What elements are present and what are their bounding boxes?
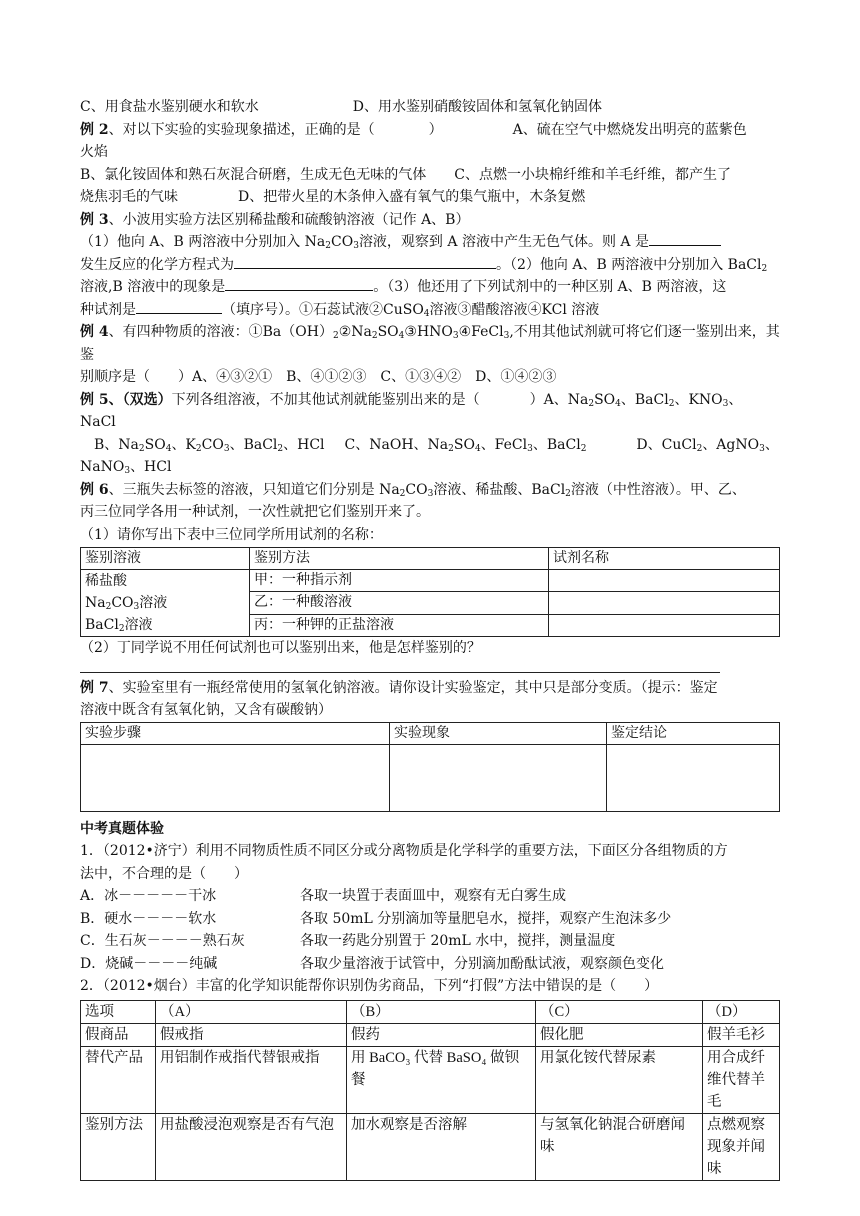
option-row <box>80 908 780 931</box>
question-text: 、小波用实验方法区别稀盐酸和硫酸钠溶液（记作 A、B） <box>108 211 470 228</box>
question-text: 1．（2012•济宁）利用不同物质性质不同区分或分离物质是化学科学的重要方法，下面区分各组物质的方 <box>80 843 728 859</box>
text-line <box>80 501 780 524</box>
answer-blank[interactable] <box>225 276 373 291</box>
question-text: 溶液（中性溶液）。甲、乙、 <box>570 481 746 498</box>
text-line: B、$Na_2SO_4$、$K_2CO_3$、BaCl$_2$、HCl C、NaOH、$Na_2SO_4$、FeCl$_3$、BaCl$_2$ D、CuCl$_2$、AgNO$_3$、NaNO$_3$、HCl <box>80 436 779 476</box>
solution-cell <box>81 570 250 637</box>
text-line <box>80 276 780 299</box>
text-line <box>80 863 780 886</box>
table-header: （B） <box>347 1000 536 1023</box>
option-c: C、用食盐水鉴别硬水和软水 <box>80 99 259 115</box>
question-part: 溶液③醋酸溶液④KCl 溶液 <box>429 301 600 318</box>
table-cell: 假化肥 <box>536 1023 703 1046</box>
option-c-cont: 烧焦羽毛的气味 <box>80 189 178 205</box>
formula: CO <box>405 481 428 498</box>
option-d: D、CuCl <box>636 436 697 453</box>
table-header: 选项 <box>81 1000 156 1023</box>
question-text: 、实验室里有一瓶经常使用的氢氧化钠溶液。请你设计实验鉴定，其中只是部分变质。（提示：鉴定 <box>108 679 718 696</box>
example-2 <box>80 119 780 142</box>
option-c: C．生石灰－－－－熟石灰 <box>80 933 245 949</box>
example-3 <box>80 209 780 232</box>
question-part: （1）他向 A、B 两溶液中分别加入 Na <box>80 234 326 250</box>
formula: CO <box>201 436 224 453</box>
question-text: ,不用其他试剂就可将它们逐一鉴别出来，其鉴 <box>80 324 780 363</box>
formula: 、NaNO <box>80 436 779 475</box>
formula: 、K <box>171 436 196 453</box>
formula: 、KNO <box>674 391 723 408</box>
question-2 <box>80 975 780 998</box>
formula: NaCl <box>80 414 116 430</box>
question-part: 。（3）他还用了下列试剂中的一种区别 A、B 两溶液，这 <box>373 279 727 295</box>
table-cell: 假羊毛衫 <box>703 1023 780 1046</box>
option-d: D、把带火星的木条伸入盛有氧气的集气瓶中，木条复燃 <box>238 189 586 205</box>
formula: 、HCl <box>130 459 172 475</box>
example-label: 例 7 <box>80 679 109 696</box>
question-part: 溶液,B 溶液中的现象是 <box>80 279 226 295</box>
question-text: 、有四种物质的溶液：①Ba（OH） <box>108 324 333 340</box>
question-part: （2）丁同学说不用任何试剂也可以鉴别出来，他是怎样鉴别的？ <box>80 640 481 656</box>
text-line <box>80 699 780 722</box>
question-part: （1）请你写出下表中三位同学所用试剂的名称： <box>80 526 383 543</box>
table-header: （D） <box>703 1000 780 1023</box>
table-header: 实验现象 <box>390 722 607 744</box>
option-d: D、用水鉴别硝酸铵固体和氢氧化钠固体 <box>352 99 602 115</box>
example-label: 例 4 <box>80 324 109 340</box>
formula: 、BaCl <box>620 391 669 408</box>
example-label: 例 5 <box>80 391 109 408</box>
table-cell: 假药 <box>347 1023 536 1046</box>
answer-cell[interactable] <box>81 744 390 811</box>
option-c: C、点燃一小块棉纤维和羊毛纤维，都产生了 <box>454 166 732 183</box>
section-heading: 中考真题体验 <box>80 820 164 837</box>
row-label: 替代产品 <box>81 1046 156 1113</box>
option-b: B、氯化铵固体和熟石灰混合研磨，生成无色无味的气体 <box>80 166 427 183</box>
formula: 、HCl <box>283 436 325 453</box>
formula: 、BaCl <box>532 436 581 453</box>
text-line: 种试剂是 （填序号）。①石蕊试液②CuSO$_4$溶液③醋酸溶液④KCl 溶液 <box>80 299 780 322</box>
table-header: （C） <box>536 1000 703 1023</box>
table-cell: 用合成纤维代替羊毛 <box>703 1046 780 1113</box>
double-choice-tag: 、（双选） <box>108 391 172 408</box>
formula: SO <box>144 436 166 453</box>
option-c: C、NaOH、Na <box>344 436 449 453</box>
text-line <box>80 186 780 209</box>
row-label: 假商品 <box>81 1023 156 1046</box>
question-part: 种试剂是 <box>80 301 136 318</box>
example-label: 例 6 <box>80 481 109 498</box>
table-header: （A） <box>156 1000 347 1023</box>
option-d: D．烧碱－－－－纯碱 <box>80 955 218 972</box>
option-row <box>80 953 780 976</box>
formula: SO <box>453 436 475 453</box>
option-desc: 各取少量溶液于试管中，分别滴加酚酞试液，观察颜色变化 <box>300 955 664 972</box>
option-desc: 各取 50mL 分别滴加等量肥皂水，搅拌，观察产生泡沫多少 <box>300 910 672 927</box>
table-cell: 用铝制作戒指代替银戒指 <box>156 1046 347 1113</box>
method-cell: 丙：一种钾的正盐溶液 <box>250 614 549 636</box>
option-a: ）A、Na <box>529 391 589 408</box>
example-5: 例 5、（双选）下列各组溶液，不加其他试剂就能鉴别出来的是（ ）A、$Na_2SO_4$、BaCl$_2$、$KNO_3$、 <box>80 391 743 409</box>
question-text: 溶液中既含有氢氧化钠，又含有碳酸钠） <box>80 702 332 718</box>
text-line <box>80 524 780 547</box>
formula: ②Na <box>338 324 372 340</box>
question-text: 、三瓶失去标签的溶液，只知道它们分别是 Na <box>108 481 400 498</box>
option-a: A、硫在空气中燃烧发出明亮的蓝紫色 <box>512 121 747 138</box>
answer-cell[interactable] <box>607 744 780 811</box>
question-text: 溶液、稀盐酸、BaCl <box>433 481 566 498</box>
question-text: 2．（2012•烟台）丰富的化学知识能帮你识别伪劣商品，下列“打假”方法中错误的是（ ） <box>80 978 659 994</box>
identification-table <box>80 547 780 637</box>
option-row <box>80 885 780 908</box>
table-cell: 假戒指 <box>156 1023 347 1046</box>
option-a-cont: 火焰 <box>80 144 108 160</box>
formula: 、BaCl <box>229 436 278 453</box>
text-line <box>80 96 780 119</box>
options: 别顺序是（ ）A、④③②① B、④①②③ C、①③④② D、①④②③ <box>80 369 557 385</box>
text-line <box>80 141 780 164</box>
option-b: B．硬水－－－－软水 <box>80 910 217 927</box>
option-row <box>80 930 780 953</box>
question-text: 法中，不合理的是（ ） <box>80 865 248 882</box>
table-header: 鉴定结论 <box>607 722 780 744</box>
answer-cell[interactable] <box>390 744 607 811</box>
question-part: 。（2）他向 A、B 两溶液中分别加入 BaCl <box>496 256 762 273</box>
answer-blank[interactable] <box>234 254 496 269</box>
example-7 <box>80 677 780 700</box>
reagent-answer-cell[interactable] <box>549 614 780 636</box>
formula: CO <box>331 234 354 250</box>
question-part: （填序号）。①石蕊试液②CuSO <box>222 301 424 318</box>
formula: 、AgNO <box>702 436 760 453</box>
formula: 、 <box>728 391 743 408</box>
option-desc: 各取一药匙分别置于 20mL 水中，搅拌，测量温度 <box>300 933 616 949</box>
question-part: 溶液，观察到 A 溶液中产生无色气体。则 A 是 <box>358 234 649 250</box>
reagent-answer-cell[interactable] <box>549 592 780 614</box>
text-line: 发生反应的化学方程式为 。（2）他向 A、B 两溶液中分别加入 BaCl$_2$ <box>80 254 780 277</box>
paren: ） <box>428 121 443 138</box>
method-cell: 甲：一种指示剂 <box>250 570 549 592</box>
option-b: B、Na <box>94 436 139 453</box>
table-cell: 用盐酸浸泡观察是否有气泡 <box>156 1113 347 1180</box>
question-text: 、对以下实验的实验现象描述，正确的是（ <box>108 121 375 138</box>
text-line: （1）他向 A、B 两溶液中分别加入 $Na_2CO_3$溶液，观察到 A 溶液中产生无色气体。则 A 是 <box>80 231 780 254</box>
option-desc: 各取一块置于表面皿中，观察有无白雾生成 <box>300 888 566 904</box>
experiment-table <box>80 722 780 812</box>
question-text: 下列各组溶液，不加其他试剂就能鉴别出来的是（ <box>171 391 480 408</box>
example-label: 例 3 <box>80 211 109 228</box>
question-part: 发生反应的化学方程式为 <box>80 256 234 273</box>
table-header: 鉴别溶液 <box>81 548 250 570</box>
table-cell: 加水观察是否溶解 <box>347 1113 536 1180</box>
option-a: A．冰－－－－－干冰 <box>80 888 217 904</box>
solution-name: $Na_2CO_3$溶液 <box>85 595 168 612</box>
answer-blank[interactable] <box>136 299 222 314</box>
method-cell: 乙：一种酸溶液 <box>250 592 549 614</box>
table-header: 试剂名称 <box>549 548 780 570</box>
example-label: 例 2 <box>80 121 109 138</box>
answer-line[interactable] <box>80 660 720 673</box>
formula: ④FeCl <box>458 324 504 340</box>
solution-name: 稀盐酸 <box>85 573 127 589</box>
table-header: 鉴别方法 <box>250 548 549 570</box>
question-text: 丙三位同学各用一种试剂，一次性就把它们鉴别开来了。 <box>80 504 430 520</box>
question-1 <box>80 840 780 863</box>
formula: SO <box>594 391 616 408</box>
row-label: 鉴别方法 <box>81 1113 156 1180</box>
text-line <box>80 637 780 660</box>
table-cell: 与氢氧化钠混合研磨闻味 <box>536 1113 703 1180</box>
text-line <box>80 366 780 389</box>
table-header: 实验步骤 <box>81 722 390 744</box>
counterfeit-table <box>80 1000 780 1181</box>
formula: 、FeCl <box>480 436 528 453</box>
solution-name: BaCl$_2$溶液 <box>85 617 153 634</box>
table-cell: 用氯化铵代替尿素 <box>536 1046 703 1113</box>
reagent-answer-cell[interactable] <box>549 570 780 592</box>
answer-blank[interactable] <box>649 231 721 246</box>
formula: SO <box>377 324 399 340</box>
text-line <box>80 411 780 434</box>
text-line <box>80 164 780 187</box>
document-page <box>80 96 780 1181</box>
table-cell: 点燃观察现象并闻味 <box>703 1113 780 1180</box>
example-4: 例 4、有四种物质的溶液：$①Ba(OH)_2②Na_2SO_4③HNO_3④FeCl_3$,不用其他试剂就可将它们逐一鉴别出来，其鉴 <box>80 324 780 363</box>
formula: ③HNO <box>404 324 453 340</box>
table-cell: 用 BaCO₃ 代替 BaSO₄ 做钡餐 <box>347 1046 536 1113</box>
example-6: 例 6、三瓶失去标签的溶液，只知道它们分别是 $Na_2CO_3$溶液、稀盐酸、BaCl$_2$溶液（中性溶液）。甲、乙、 <box>80 481 746 499</box>
